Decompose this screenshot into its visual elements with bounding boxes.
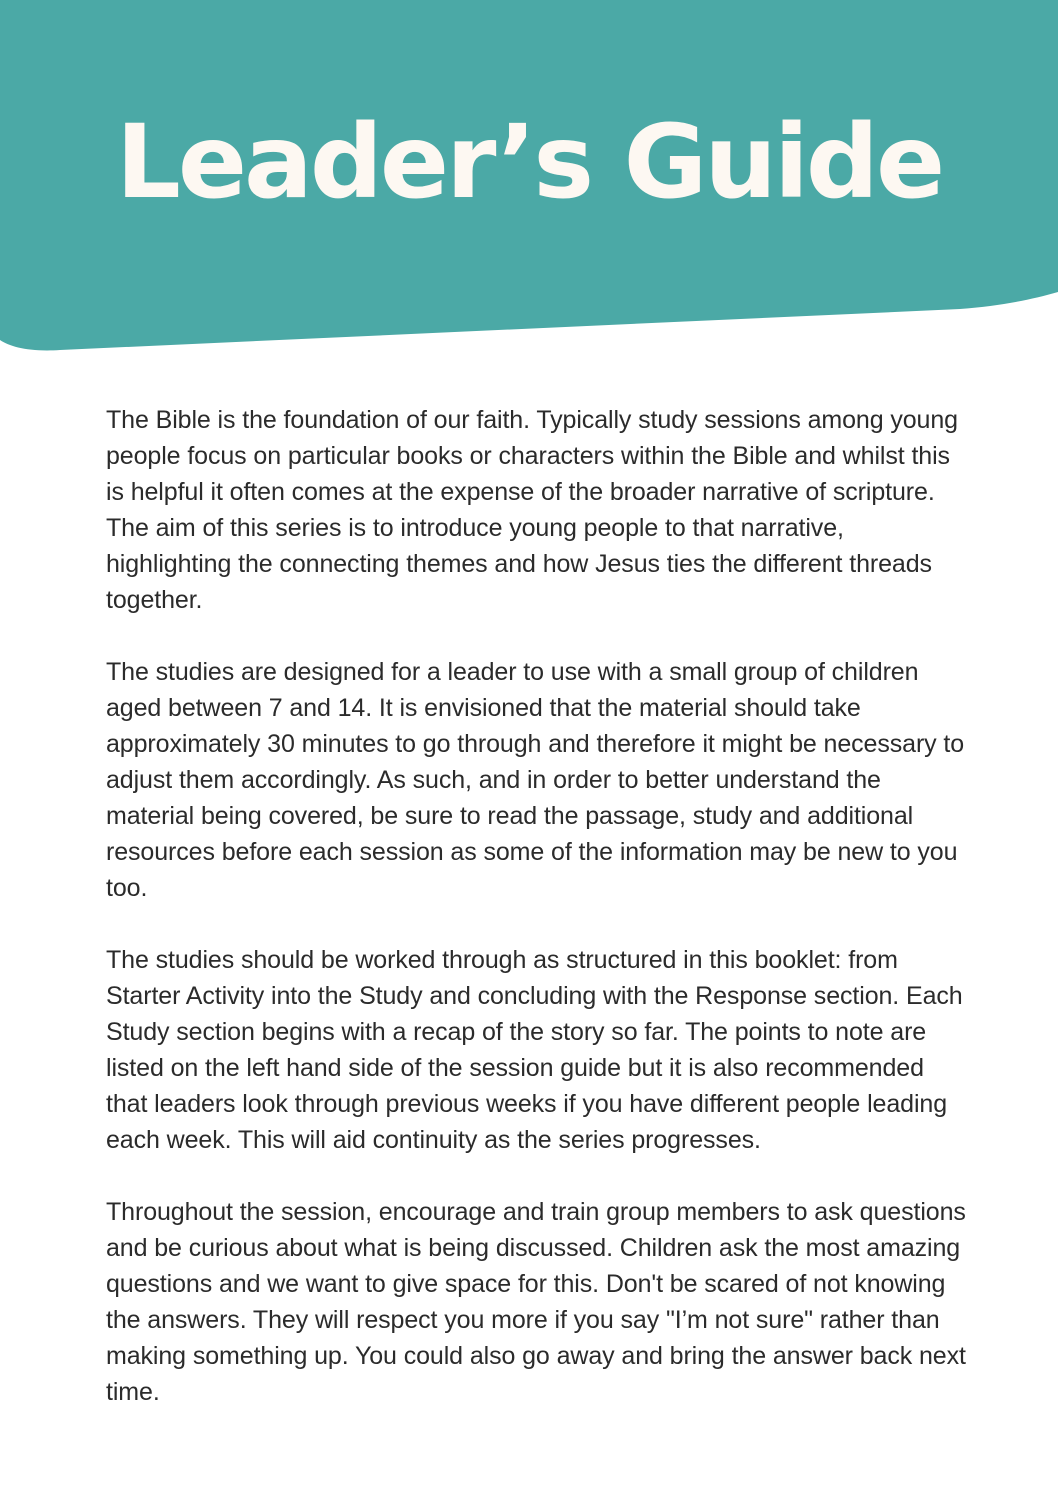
- paragraph-structure: The studies should be worked through as structured in this booklet: from Starter Activity into the Study and concluding with the Response section. Each Study section begins with a recap of the story so far. The points to note are listed on the left hand side of the session guide but it is also recommended that leaders look through previous weeks if you have different people leading each week. This will aid continuity as the series progresses.: [106, 946, 963, 1154]
- paragraph-questions: Throughout the session, encourage and train group members to ask questions and be curious about what is being discussed. Children ask the most amazing questions and we want to give space for this. Don't be scared of not knowing the answers. They will respect you more if you say "I’m not sure" rather than making something up. You could also go away and bring the answer back next time.: [106, 1198, 966, 1406]
- page-title: Leader’s Guide: [115, 103, 943, 222]
- body-text: [106, 402, 966, 1446]
- paragraph-audience: The studies are designed for a leader to use with a small group of children aged between 7 and 14. It is envisioned that the material should take approximately 30 minutes to go through and therefore it might be necessary to adjust them accordingly. As such, and in order to better understand the material being covered, be sure to read the passage, study and additional resources before each session as some of the information may be new to you too.: [106, 658, 965, 902]
- paragraph-introduction: The Bible is the foundation of our faith. Typically study sessions among young people focus on particular books or characters within the Bible and whilst this is helpful it often comes at the expense of the broader narrative of scripture. The aim of this series is to introduce young people to that narrative, highlighting the connecting themes and how Jesus ties the different threads together.: [106, 406, 958, 614]
